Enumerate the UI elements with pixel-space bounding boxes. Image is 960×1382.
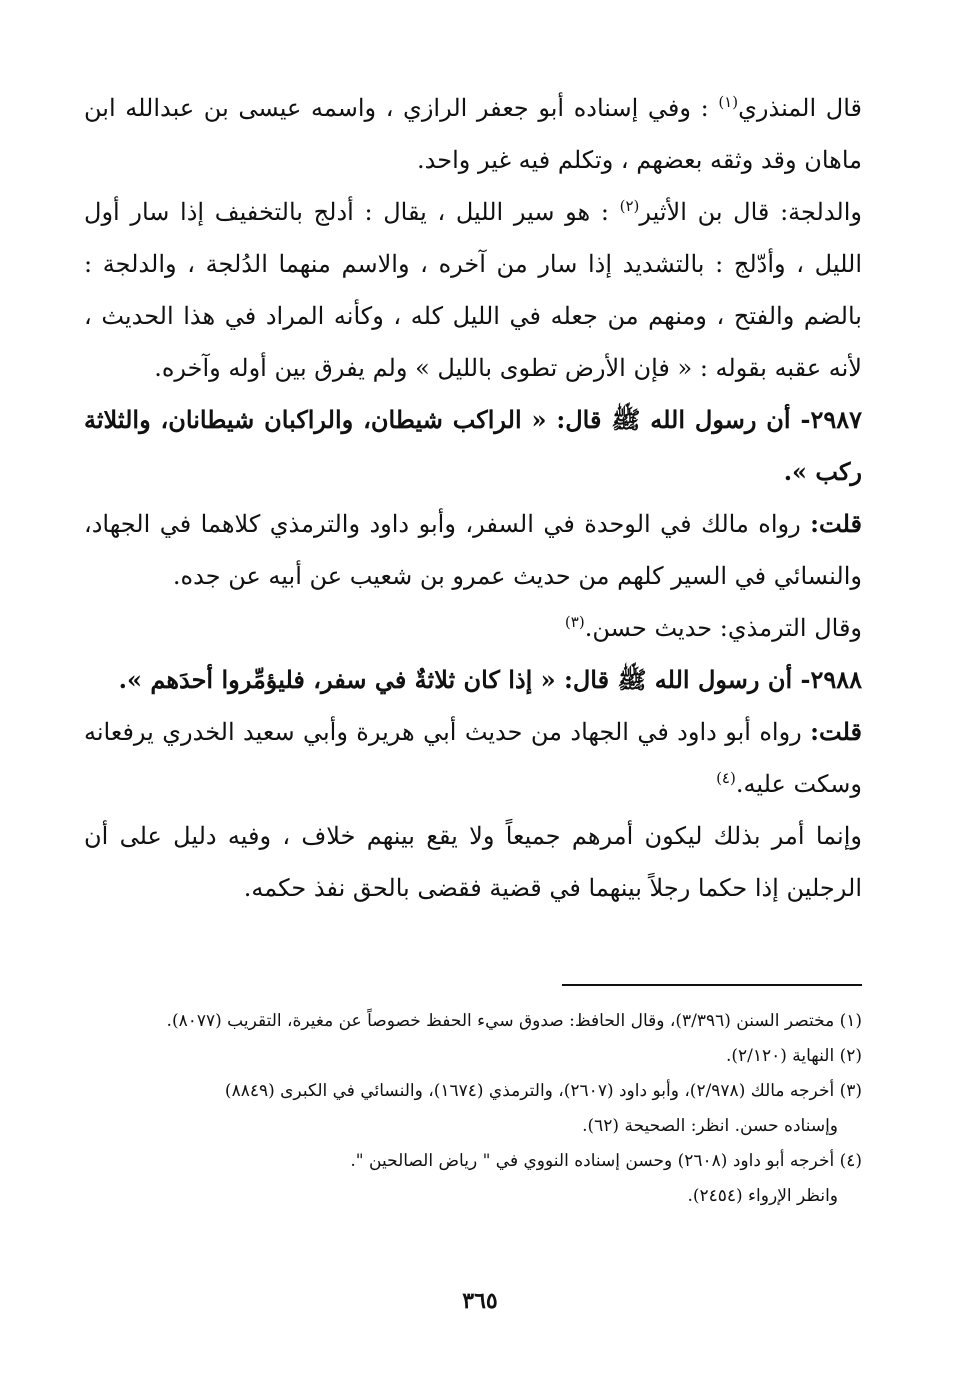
tirmidhi-grading (84, 602, 862, 654)
paragraph-dulja (84, 186, 862, 394)
footnote-3-continued: وإسناده حسن. انظر: الصحيحة (٦٢). (582, 1116, 838, 1136)
footnotes (84, 1004, 862, 1214)
commentary-2987 (84, 498, 862, 602)
paragraph-text: والدلجة: قال بن الأثير (639, 198, 862, 226)
footnote-ref-2: (٢) (619, 197, 640, 215)
footnote-3: (٣) أخرجه مالك (٢/٩٧٨)، وأبو داود (٢٦٠٧)، والترمذي (١٦٧٤)، والنسائي في الكبرى (٨٨٤٩) (224, 1081, 862, 1101)
paragraph-text: : وفي إسناده أبو جعفر الرازي ، واسمه عيسى بن عبدالله ابن ماهان وقد وثقه بعضهم ، وتكلم فيه غير واحد. (84, 94, 862, 174)
qultu-label: قلت: (810, 509, 862, 538)
paragraph-text: رواه مالك في الوحدة في السفر، وأبو داود والترمذي كلاهما في الجهاد، والنسائي في السير كلهم من حديث عمرو بن شعيب عن أبيه عن جده. (84, 510, 862, 590)
hadith-2987: ٢٩٨٧- أن رسول الله ﷺ قال: « الراكب شيطان، والراكبان شيطانان، والثلاثة ركب ». (84, 405, 862, 486)
paragraph-text: رواه أبو داود في الجهاد من حديث أبي هريرة وأبي سعيد الخدري يرفعانه وسكت عليه. (84, 718, 862, 798)
footnote-2: (٢) النهاية (٢/١٢٠). (725, 1046, 862, 1066)
page-number: ٣٦٥ (462, 1288, 498, 1314)
paragraph-text: وقال الترمذي: حديث حسن. (584, 614, 862, 642)
footnote-separator (562, 984, 862, 986)
paragraph-conclusion: وإنما أمر بذلك ليكون أمرهم جميعاً ولا يقع بينهم خلاف ، وفيه دليل على أن الرجلين إذا حكما رجلاً بينهما في قضية فقضى بالحق نفذ حكمه. (84, 822, 862, 902)
paragraph-mundhiri (84, 82, 862, 186)
footnote-1: (١) مختصر السنن (٣/٣٩٦)، وقال الحافظ: صدوق سيء الحفظ خصوصاً عن مغيرة، التقريب (٨٠٧٧). (166, 1011, 862, 1031)
hadith-2988: ٢٩٨٨- أن رسول الله ﷺ قال: « إذا كان ثلاثةٌ في سفر، فليؤمِّروا أحدَهم ». (118, 665, 862, 694)
footnote-ref-1: (١) (718, 93, 739, 111)
commentary-2988 (84, 706, 862, 810)
qultu-label: قلت: (810, 717, 862, 746)
footnote-4-continued: وانظر الإرواء (٢٤٥٤). (687, 1186, 838, 1206)
footnote-ref-4: (٤) (716, 769, 736, 787)
footnote-ref-3: (٣) (564, 613, 585, 631)
footnote-4: (٤) أخرجه أبو داود (٢٦٠٨) وحسن إسناده النووي في " رياض الصالحين ". (350, 1151, 862, 1171)
paragraph-text: : هو سير الليل ، يقال : أدلج بالتخفيف إذا سار أول الليل ، وأدّلج : بالتشديد إذا سار من آخره ، والاسم منهما الدُلجة ، والدلجة : بالضم والفتح ، ومنهم من جعله في الليل كله ، وكأنه المراد في هذا الحديث ، لأنه عقبه بقوله : « فإن الأرض تطوى بالليل » ولم يفرق بين أوله وآخره. (84, 198, 862, 382)
main-text (84, 82, 862, 914)
paragraph-text: قال المنذري (738, 94, 863, 122)
